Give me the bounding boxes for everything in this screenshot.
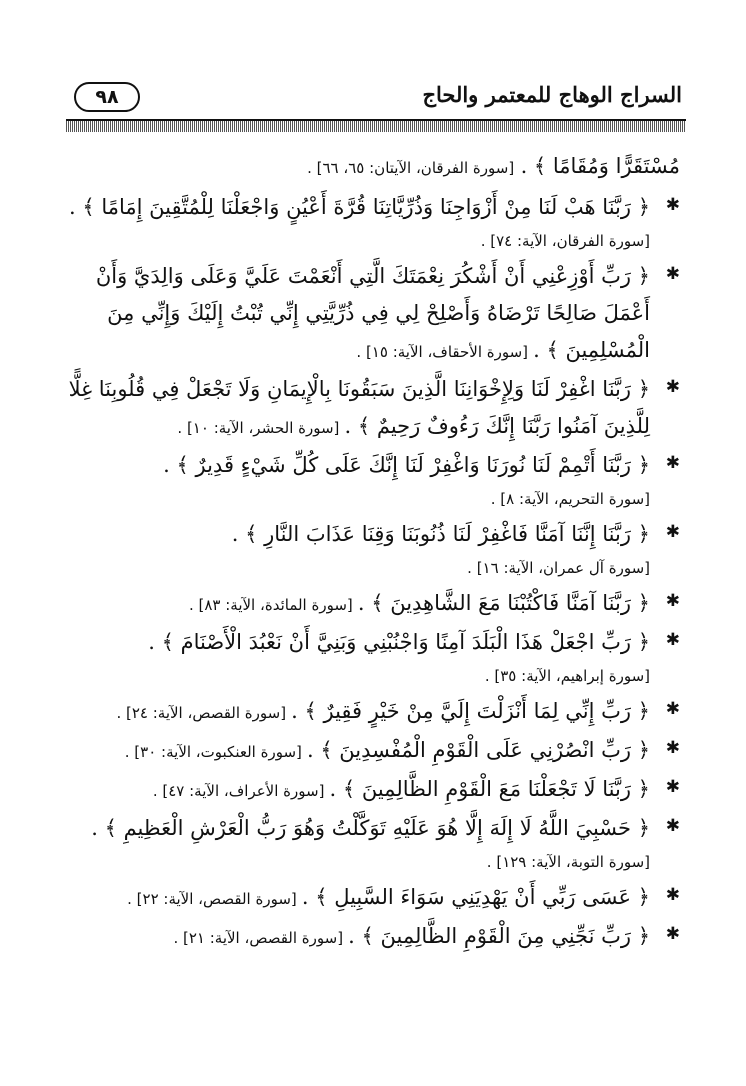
intro-citation: [سورة الفرقان، الآيتان: ٦٥، ٦٦] .	[307, 159, 515, 177]
verse-citation: [سورة آل عمران، الآية: ١٦] .	[467, 559, 650, 577]
bullet-icon: ✱	[665, 630, 680, 650]
verse-text: ﴿ رَبَّنَا إِنَّنَا آمَنَّا فَاغْفِرْ لَنَا ذُنُوبَنَا وَقِنَا عَذَابَ النَّارِ ﴾ .	[231, 522, 650, 546]
verse-citation: [سورة الأعراف، الآية: ٤٧] .	[152, 782, 325, 800]
verse-citation: [سورة إبراهيم، الآية: ٣٥] .	[484, 667, 650, 685]
dua-entry	[60, 771, 680, 808]
verse-text: ﴿ رَبِّ انْصُرْنِي عَلَى الْقَوْمِ الْمُفْسِدِينَ ﴾ .	[306, 738, 650, 762]
page-body	[60, 148, 680, 957]
verse-text: ﴿ رَبِّ أَوْزِعْنِي أَنْ أَشْكُرَ نِعْمَتَكَ الَّتِي أَنْعَمْتَ عَلَيَّ وَعَلَى وَالِدَيَّ وَأَنْ أَعْمَلَ صَالِحًا تَرْضَاهُ وَأَصْلِحْ لِي فِي ذُرِّيَّتِي إِنِّي تُبْتُ إِلَيْكَ وَإِنِّي مِنَ الْمُسْلِمِينَ ﴾ .	[95, 264, 650, 362]
bullet-icon: ✱	[665, 738, 680, 758]
bullet-icon: ✱	[665, 453, 680, 473]
verse-text: ﴿ رَبِّ اجْعَلْ هَذَا الْبَلَدَ آمِنًا وَاجْنُبْنِي وَبَنِيَّ أَنْ نَعْبُدَ الْأَصْنَامَ ﴾ .	[148, 630, 650, 654]
verse-citation: [سورة التحريم، الآية: ٨] .	[490, 490, 650, 508]
dua-entry	[60, 189, 680, 256]
verse-text: ﴿ رَبَّنَا اغْفِرْ لَنَا وَلِإِخْوَانِنَا الَّذِينَ سَبَقُونَا بِالْإِيمَانِ وَلَا تَجْعَلْ فِي قُلُوبِنَا غِلًّا لِلَّذِينَ آمَنُوا رَبَّنَا إِنَّكَ رَءُوفٌ رَحِيمٌ ﴾ .	[68, 377, 650, 438]
verse-citation: [سورة الفرقان، الآية: ٧٤] .	[480, 232, 650, 250]
dua-entry	[60, 693, 680, 730]
bullet-icon: ✱	[665, 699, 680, 719]
verse-text: ﴿ رَبِّ نَجِّنِي مِنَ الْقَوْمِ الظَّالِمِينَ ﴾ .	[348, 924, 650, 948]
dua-entry	[60, 447, 680, 514]
verse-citation: [سورة التوبة، الآية: ١٢٩] .	[486, 853, 650, 871]
verse-citation: [سورة الأحقاف، الآية: ١٥] .	[356, 343, 529, 361]
bullet-icon: ✱	[665, 195, 680, 215]
dua-entry	[60, 585, 680, 622]
verse-citation: [سورة القصص، الآية: ٢١] .	[173, 929, 344, 947]
bullet-icon: ✱	[665, 885, 680, 905]
page-number: ٩٨	[74, 82, 140, 112]
intro-verse: مُسْتَقَرًّا وَمُقَامًا ﴾ .	[520, 154, 680, 178]
dua-entry	[60, 258, 680, 369]
page-header	[50, 78, 690, 116]
bullet-icon: ✱	[665, 816, 680, 836]
bullet-icon: ✱	[665, 777, 680, 797]
bullet-icon: ✱	[665, 924, 680, 944]
verse-citation: [سورة الحشر، الآية: ١٠] .	[177, 419, 340, 437]
verse-text: ﴿ رَبَّنَا أَتْمِمْ لَنَا نُورَنَا وَاغْفِرْ لَنَا إِنَّكَ عَلَى كُلِّ شَيْءٍ قَدِيرٌ ﴾ .	[163, 453, 650, 477]
bullet-icon: ✱	[665, 591, 680, 611]
bullet-icon: ✱	[665, 377, 680, 397]
verse-text: ﴿ حَسْبِيَ اللَّهُ لَا إِلَهَ إِلَّا هُوَ عَلَيْهِ تَوَكَّلْتُ وَهُوَ رَبُّ الْعَرْشِ الْعَظِيمِ ﴾ .	[91, 816, 650, 840]
verse-citation: [سورة القصص، الآية: ٢٢] .	[127, 890, 297, 908]
verse-citation: [سورة العنكبوت، الآية: ٣٠] .	[124, 743, 302, 761]
dua-entry	[60, 732, 680, 769]
verse-text: ﴿ رَبِّ إِنِّي لِمَا أَنْزَلْتَ إِلَيَّ مِنْ خَيْرٍ فَقِيرٌ ﴾ .	[291, 699, 650, 723]
verse-citation: [سورة المائدة، الآية: ٨٣] .	[188, 596, 353, 614]
dua-entry	[60, 879, 680, 916]
dua-entry	[60, 624, 680, 691]
verse-text: ﴿ رَبَّنَا آمَنَّا فَاكْتُبْنَا مَعَ الشَّاهِدِينَ ﴾ .	[357, 591, 650, 615]
bullet-icon: ✱	[665, 522, 680, 542]
verse-citation: [سورة القصص، الآية: ٢٤] .	[116, 704, 287, 722]
dua-entry	[60, 918, 680, 955]
dua-entry	[60, 516, 680, 583]
verse-text: ﴿ رَبَّنَا هَبْ لَنَا مِنْ أَزْوَاجِنَا وَذُرِّيَّاتِنَا قُرَّةَ أَعْيُنٍ وَاجْعَلْنَا لِلْمُتَّقِينَ إِمَامًا ﴾ .	[69, 195, 650, 219]
dua-entry	[60, 810, 680, 877]
bullet-icon: ✱	[665, 264, 680, 284]
intro-line	[60, 148, 680, 185]
verse-text: ﴿ عَسَى رَبِّي أَنْ يَهْدِيَنِي سَوَاءَ السَّبِيلِ ﴾ .	[301, 885, 650, 909]
dua-entry	[60, 371, 680, 445]
running-title: السراج الوهاج للمعتمر والحاج	[422, 82, 682, 107]
header-rule	[66, 119, 686, 132]
verse-text: ﴿ رَبَّنَا لَا تَجْعَلْنَا مَعَ الْقَوْمِ الظَّالِمِينَ ﴾ .	[329, 777, 650, 801]
